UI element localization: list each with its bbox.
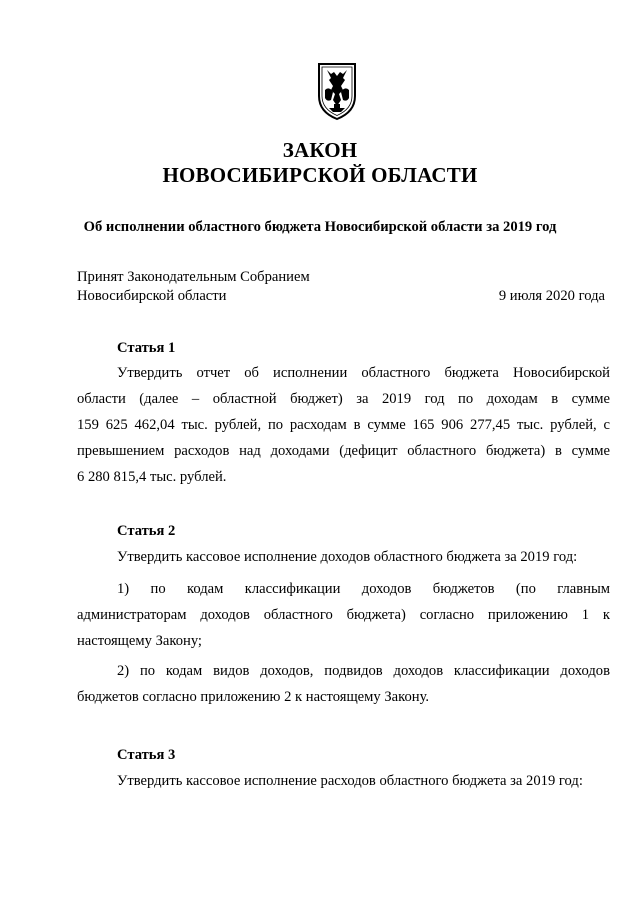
article-1-line: Утвердить отчет об исполнении областного бюджета Новосибирской — [117, 365, 610, 381]
article-2-heading: Статья 2 — [117, 523, 176, 539]
law-subtitle: Об исполнении областного бюджета Новосибирской области за 2019 год — [83, 219, 557, 235]
article-2-item-2-line: 2) по кодам видов доходов, подвидов доходов классификации доходов — [117, 663, 610, 679]
article-1-line: области (далее – областной бюджет) за 2019 год по доходам в сумме — [77, 391, 610, 407]
article-2-item-1-line: настоящему Закону; — [77, 633, 202, 649]
adoption-date: 9 июля 2020 года — [498, 288, 605, 304]
article-1-line: превышением расходов над доходами (дефицит областного бюджета) в сумме — [77, 443, 610, 459]
coat-of-arms-icon — [313, 60, 361, 122]
article-2-item-1-line: 1) по кодам классификации доходов бюджетов (по главным — [117, 581, 610, 597]
article-2-intro: Утвердить кассовое исполнение доходов областного бюджета за 2019 год: — [117, 549, 578, 565]
article-1-line: 159 625 462,04 тыс. рублей, по расходам в сумме 165 906 277,45 тыс. рублей, с — [77, 417, 610, 433]
article-3-intro: Утвердить кассовое исполнение расходов областного бюджета за 2019 год: — [117, 773, 583, 789]
law-title: ЗАКОН — [282, 138, 358, 162]
article-1-line: 6 280 815,4 тыс. рублей. — [77, 469, 227, 485]
article-1-heading: Статья 1 — [117, 340, 176, 356]
article-2-item-2-line: бюджетов согласно приложению 2 к настоящему Закону. — [77, 689, 430, 705]
law-region-title: НОВОСИБИРСКОЙ ОБЛАСТИ — [162, 163, 478, 187]
adoption-line-2: Новосибирской области — [77, 288, 227, 304]
article-3-heading: Статья 3 — [117, 747, 176, 763]
article-2-item-1-line: администраторам доходов областного бюджета) согласно приложению 1 к — [77, 607, 610, 623]
adoption-line-1: Принят Законодательным Собранием — [77, 269, 310, 285]
